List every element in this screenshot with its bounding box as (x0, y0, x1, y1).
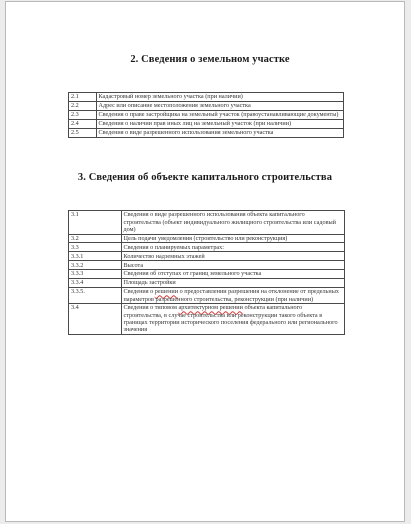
row-number: 3.3 (69, 243, 122, 252)
table-row (69, 234, 345, 243)
table-row (69, 128, 344, 137)
row-number: 2.4 (69, 119, 97, 128)
description-text: объекта капитального строительства, в случае строительства или реконструкции такого объекта в границах территории исторического поселения федерального или регионального значения (123, 304, 338, 334)
description-text: о предоставлении разрешения на отклонение от предельных параметров разрешенного строительства, реконструкции (при наличии) (123, 288, 339, 303)
row-description: Площадь застройки (121, 279, 345, 288)
row-description: Высота (121, 261, 345, 270)
table-row (69, 243, 345, 252)
table-row (69, 110, 344, 119)
row-description: Сведения о праве застройщика на земельный участок (правоустанавливающие документы) (96, 110, 344, 119)
row-description: Сведения о планируемых параметрах: (121, 243, 345, 252)
description-text: Сведения о (123, 288, 155, 296)
row-description: Сведения о виде разрешенного использования объекта капитального строительства (объект индивидуального жилищного строительства или садовый дом) (121, 211, 345, 235)
row-number: 2.2 (69, 101, 97, 110)
table-row (69, 211, 345, 235)
table-row (69, 261, 345, 270)
table-row (69, 270, 345, 279)
spellcheck-flagged-word: архитектурном решении (178, 304, 243, 312)
row-number: 3.2 (69, 234, 122, 243)
capital-construction-table (68, 210, 345, 335)
table-row (69, 101, 344, 110)
table-row (69, 279, 345, 288)
row-description: Кадастровый номер земельного участка (при наличии) (96, 93, 344, 102)
row-description: Сведения о виде разрешенного использования земельного участка (96, 128, 344, 137)
row-number: 3.1 (69, 211, 122, 235)
row-number: 3.4 (69, 304, 122, 335)
table-row (69, 119, 344, 128)
document-page (5, 1, 405, 522)
row-description: Цель подачи уведомления (строительство или реконструкция) (121, 234, 345, 243)
row-number: 3.3.2 (69, 261, 122, 270)
section-3-title: 3. Сведения об объекте капитального строительства (77, 172, 333, 183)
row-number: 2.1 (69, 93, 97, 102)
row-description (121, 304, 345, 335)
row-description: Сведения об отступах от границ земельного участка (121, 270, 345, 279)
row-number: 3.3.5. (69, 287, 122, 303)
table-row (69, 287, 345, 303)
row-description: Адрес или описание местоположения земельного участка (96, 101, 344, 110)
row-number: 2.3 (69, 110, 97, 119)
row-description (121, 287, 345, 303)
table-row (69, 304, 345, 335)
spellcheck-flagged-word: решении (154, 288, 179, 296)
description-text: Сведения о типовом (123, 304, 179, 312)
row-number: 3.3.3 (69, 270, 122, 279)
section-2-title: 2. Сведения о земельном участке (130, 54, 290, 65)
row-description: Количество надземных этажей (121, 252, 345, 261)
table-row (69, 93, 344, 102)
table-row (69, 252, 345, 261)
row-number: 2.5 (69, 128, 97, 137)
row-number: 3.3.4 (69, 279, 122, 288)
land-plot-table (68, 92, 344, 138)
row-description: Сведения о наличии прав иных лиц на земельный участок (при наличии) (96, 119, 344, 128)
row-number: 3.3.1 (69, 252, 122, 261)
